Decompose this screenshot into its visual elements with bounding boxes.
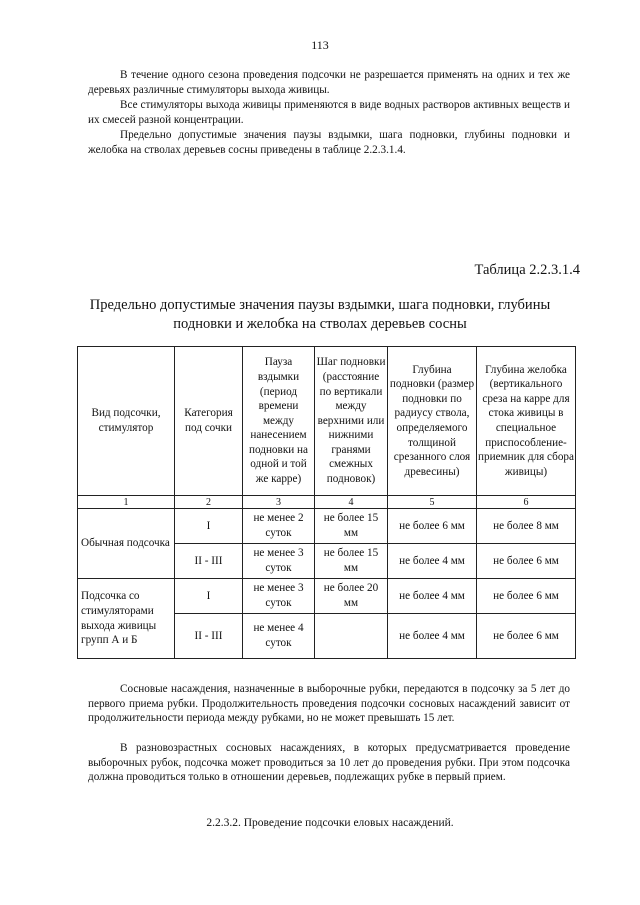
column-number: 5 — [388, 496, 477, 509]
table-row — [78, 579, 576, 614]
category-cell: I — [175, 579, 243, 614]
header-cell: Пауза вздымки (период времени между нанесением подновки на одной и той же карре) — [243, 347, 315, 496]
paragraph: В разновозрастных сосновых насаждениях, в которых предусматривается проведение выборочных рубок, подсочка может проводиться за 10 лет до проведения рубки. При этом подсочка должна проводиться только в отношении деревьев, подлежащих рубке в первый прием. — [88, 742, 570, 784]
step-cell: не более 15 мм — [315, 509, 388, 544]
groove-cell: не более 6 мм — [477, 544, 576, 579]
category-cell: II - III — [175, 614, 243, 659]
table-header-row — [78, 347, 576, 496]
header-cell: Категория под сочки — [175, 347, 243, 496]
category-cell: I — [175, 509, 243, 544]
column-number: 4 — [315, 496, 388, 509]
step-cell: не более 15 мм — [315, 544, 388, 579]
limits-table — [77, 346, 576, 659]
header-cell: Шаг подновки (расстояние по вертикали между верхними или нижними гранями смежных подновок) — [315, 347, 388, 496]
pause-cell: не менее 3 суток — [243, 544, 315, 579]
depth-cell: не более 4 мм — [388, 614, 477, 659]
depth-cell: не более 6 мм — [388, 509, 477, 544]
pause-cell: не менее 3 суток — [243, 579, 315, 614]
page-number: 113 — [311, 38, 329, 52]
paragraph: Сосновые насаждения, назначенные в выборочные рубки, передаются в подсочку за 5 лет до первого приема рубки. Продолжительность проведения подсочки сосновых насаждений зависит от продолжительности периода между рубками, но не может превышать 15 лет. — [88, 683, 570, 725]
groove-cell: не более 8 мм — [477, 509, 576, 544]
header-cell: Глубина желобка (вертикального среза на карре для стока живицы в специальное приспособление-приемник для сбора живицы) — [477, 347, 576, 496]
header-cell: Вид подсочки, стимулятор — [78, 347, 175, 496]
pause-cell: не менее 4 суток — [243, 614, 315, 659]
paragraph: Предельно допустимые значения паузы вздымки, шага подновки, глубины подновки и желобка на стволах деревьев сосны приведены в таблице 2.2.3.1.4. — [88, 129, 570, 156]
column-number: 1 — [78, 496, 175, 509]
tapping-type-cell: Подсочка со стимуляторами выхода живицы групп А и Б — [78, 579, 175, 659]
depth-cell: не более 4 мм — [388, 544, 477, 579]
paragraph: Все стимуляторы выхода живицы применяются в виде водных растворов активных веществ и их смесей разной концентрации. — [88, 99, 570, 126]
header-cell: Глубина подновки (размер подновки по радиусу ствола, определяемого толщиной срезанного слоя древесины) — [388, 347, 477, 496]
depth-cell: не более 4 мм — [388, 579, 477, 614]
section-heading: 2.2.3.2. Проведение подсочки еловых насаждений. — [206, 817, 454, 829]
tapping-type-cell: Обычная подсочка — [78, 509, 175, 579]
column-number: 6 — [477, 496, 576, 509]
step-cell — [315, 614, 388, 659]
paragraph: В течение одного сезона проведения подсочки не разрешается применять на одних и тех же деревьях различные стимуляторы выхода живицы. — [88, 69, 570, 96]
table-label: Таблица 2.2.3.1.4 — [474, 262, 580, 278]
column-number-row — [78, 496, 576, 509]
table-row — [78, 509, 576, 544]
step-cell: не более 20 мм — [315, 579, 388, 614]
groove-cell: не более 6 мм — [477, 614, 576, 659]
pause-cell: не менее 2 суток — [243, 509, 315, 544]
groove-cell: не более 6 мм — [477, 579, 576, 614]
column-number: 2 — [175, 496, 243, 509]
table-title: Предельно допустимые значения паузы вздымки, шага подновки, глубины подновки и желобка на стволах деревьев сосны — [89, 297, 551, 332]
column-number: 3 — [243, 496, 315, 509]
category-cell: II - III — [175, 544, 243, 579]
